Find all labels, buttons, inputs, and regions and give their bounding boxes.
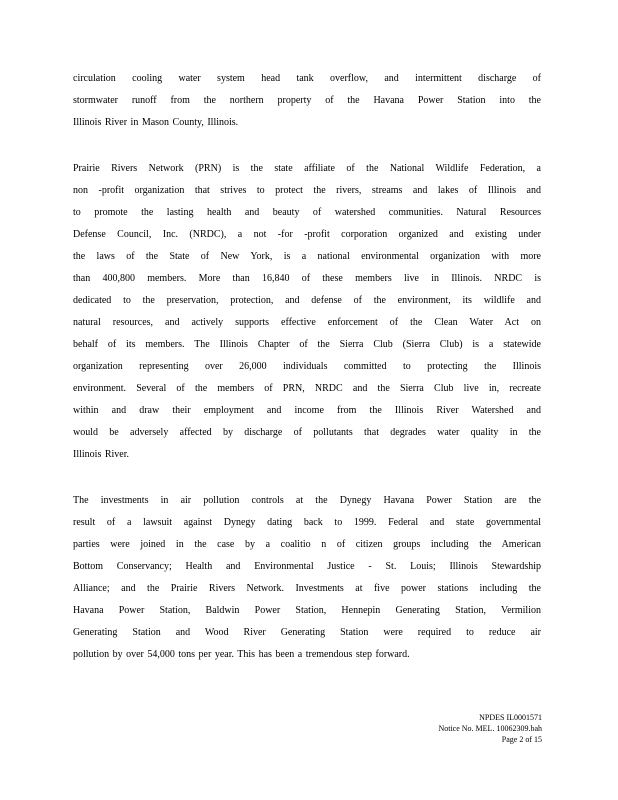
page-footer [342,712,542,745]
paragraph-line: natural resources, and actively supports effective enforcement of the Clean Water Act on [73,317,541,328]
paragraph-line: Alliance; and the Prairie Rivers Network. Investments at five power stations including the [73,583,541,594]
paragraph-line: pollution by over 54,000 tons per year. This has been a tremendous step forward. [73,649,410,660]
paragraph-line: than 400,800 members. More than 16,840 of these members live in Illinois. NRDC is [73,273,541,284]
paragraph-line: environment. Several of the members of PRN, NRDC and the Sierra Club live in, recreate [73,383,541,394]
paragraph-line: Generating Station and Wood River Generating Station were required to reduce air [73,627,541,638]
paragraph-line: Prairie Rivers Network (PRN) is the state affiliate of the National Wildlife Federation, a [73,163,541,174]
paragraph-line: organization representing over 26,000 individuals committed to protecting the Illinois [73,361,541,372]
paragraph-line: The investments in air pollution controls at the Dynegy Havana Power Station are the [73,495,541,506]
paragraph-line: Bottom Conservancy; Health and Environmental Justice ‐ St. Louis; Illinois Stewardship [73,561,541,572]
paragraph-organizations [73,158,541,466]
paragraph-line: stormwater runoff from the northern property of the Havana Power Station into the [73,95,541,106]
paragraph-discharge-description [73,68,541,134]
paragraph-line: within and draw their employment and income from the Illinois River Watershed and [73,405,541,416]
paragraph-investments [73,490,541,666]
paragraph-line: dedicated to the preservation, protection, and defense of the environment, its wildlife and [73,295,541,306]
paragraph-line: Havana Power Station, Baldwin Power Station, Hennepin Generating Station, Vermilion [73,605,541,616]
paragraph-line: to promote the lasting health and beauty of watershed communities. Natural Resources [73,207,541,218]
paragraph-line: Illinois River. [73,449,129,460]
paragraph-line: result of a lawsuit against Dynegy dating back to 1999. Federal and state governmental [73,517,541,528]
paragraph-line: Illinois River in Mason County, Illinois. [73,117,239,128]
paragraph-line: Defense Council, Inc. (NRDC), a not ‐for ‐profit corporation organized and existing under [73,229,541,240]
paragraph-line: behalf of its members. The Illinois Chapter of the Sierra Club (Sierra Club) is a statewide [73,339,541,350]
paragraph-line: would be adversely affected by discharge of pollutants that degrades water quality in the [73,427,541,438]
paragraph-line: circulation cooling water system head tank overflow, and intermittent discharge of [73,73,541,84]
paragraph-line: the laws of the State of New York, is a national environmental organization with more [73,251,541,262]
notice-number: Notice No. MEL. 10062309.bah [438,724,542,733]
paragraph-line: non ‐profit organization that strives to protect the rivers, streams and lakes of Illinois and [73,185,541,196]
page-number: Page 2 of 15 [501,735,542,744]
permit-number: NPDES IL0001571 [479,713,542,722]
paragraph-line: parties were joined in the case by a coalitio n of citizen groups including the American [73,539,541,550]
